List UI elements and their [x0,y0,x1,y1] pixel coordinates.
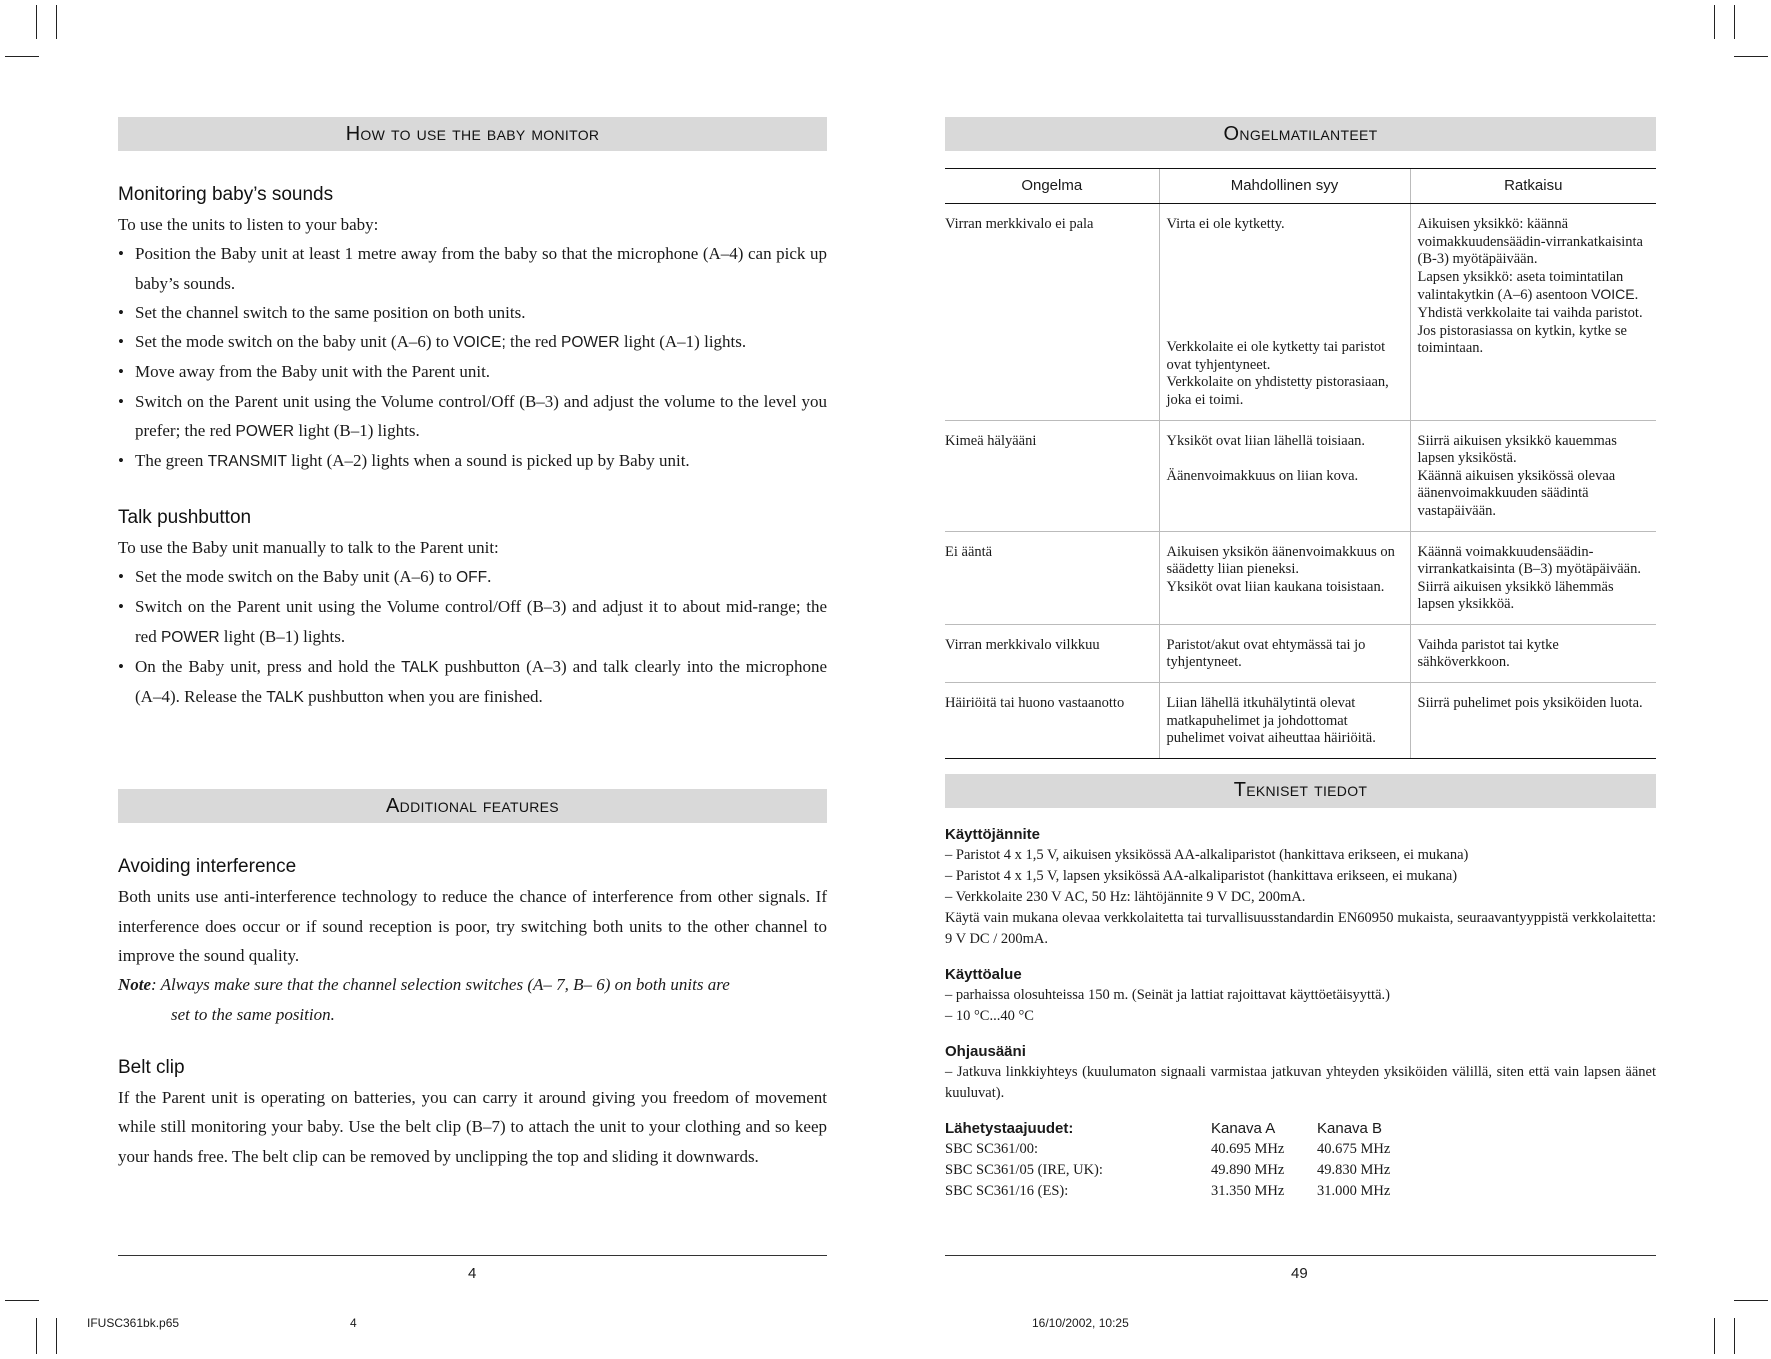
power-label: POWER [235,423,295,441]
freq-b: 31.000 MHz [1317,1182,1391,1199]
crop-mark [1734,56,1768,57]
freq-model: SBC SC361/05 (IRE, UK): [945,1161,1103,1178]
heading-control-tone: Ohjausääni [945,1042,1026,1060]
monitoring-list [118,239,827,476]
cell-solution: Käännä voimakkuudensäädin-virrankatkaisinta (B–3) myötäpäivään. Siirrä aikuisen yksikkö lähemmäs lapsen yksikköä. [1410,531,1656,624]
list-item: • The green TRANSMIT light (A–2) lights when a sound is picked up by Baby unit. [118,446,827,476]
table-row [945,624,1656,682]
spec-line: – Verkkolaite 230 V AC, 50 Hz: lähtöjännite 9 V DC, 200mA. [945,888,1306,905]
section-banner-ongelmatilanteet: Ongelmatilanteet [945,117,1656,151]
cell-solution: Aikuisen yksikkö: käännä voimakkuudensäädin-virrankatkaisinta (B-3) myötäpäivään. Lapsen yksikkö: aseta toimintatilan valintakytkin (A–6) asentoon VOICE. Yhdistä verkkolaite tai vaihda paristot. Jos pistorasiassa on kytkin, kytke se toimintaan. [1410,204,1656,421]
cell-cause: Liian lähellä itkuhälytintä olevat matkapuhelimet ja johdottomat puhelimet voivat aiheuttaa häiriöitä. [1159,683,1410,759]
list-item: • Set the mode switch on the baby unit (A–6) to VOICE; the red POWER light (A–1) lights. [118,327,827,357]
cell-problem: Kimeä hälyääni [945,420,1159,531]
spec-line: – Paristot 4 x 1,5 V, aikuisen yksikössä AA-alkaliparistot (hankittava erikseen, ei mukana) [945,846,1469,863]
left-page [118,117,827,1171]
table-row [945,531,1656,624]
section-banner-additional-features: Additional features [118,789,827,823]
frequency-table [945,1118,1656,1202]
crop-mark [1734,5,1735,39]
freq-b: 40.675 MHz [1317,1140,1391,1157]
heading-monitoring: Monitoring baby’s sounds [118,184,334,205]
power-label: POWER [160,628,220,646]
crop-mark [1734,1318,1735,1354]
heading-frequencies: Lähetystaajuudet: [945,1119,1074,1137]
crop-mark [1734,1300,1768,1301]
crop-mark [36,1318,37,1354]
troubleshooting-table [945,168,1656,759]
column-header: Kanava A [1211,1119,1276,1137]
column-header: Kanava B [1317,1119,1383,1137]
footer-rule [118,1255,827,1256]
slug-file: IFUSC361bk.p65 [87,1316,180,1330]
heading-interference: Avoiding interference [118,856,297,878]
list-item: • Move away from the Baby unit with the Parent unit. [118,357,827,386]
list-item: • Set the mode switch on the Baby unit (A–6) to OFF. [118,562,827,592]
heading-belt-clip: Belt clip [118,1056,185,1078]
talk-label: TALK [401,658,439,676]
column-header: Ongelma [945,169,1159,204]
power-label: POWER [561,334,620,352]
crop-mark [5,56,39,57]
list-item: • Switch on the Parent unit using the Volume control/Off (B–3) and adjust the volume to the level you prefer; the red POWER light (B–1) lights. [118,387,827,447]
page-number-left: 4 [468,1265,477,1282]
table-row [945,420,1656,531]
note-label: Note [118,975,152,995]
cell-problem: Virran merkkivalo vilkkuu [945,624,1159,682]
cell-solution: Vaihda paristot tai kytke sähköverkkoon. [1410,624,1656,682]
crop-mark [56,1318,57,1354]
section-banner-tekniset-tiedot: Tekniset tiedot [945,774,1656,808]
cell-problem: Ei ääntä [945,531,1159,624]
freq-a: 31.350 MHz [1211,1182,1285,1199]
cell-cause: Paristot/akut ovat ehtymässä tai jo tyhjentyneet. [1159,624,1410,682]
spec-line: – parhaissa olosuhteissa 150 m. (Seinät ja lattiat rajoittavat käyttöetäisyyttä.) [945,986,1390,1003]
freq-a: 40.695 MHz [1211,1140,1285,1157]
column-header: Ratkaisu [1410,169,1656,204]
belt-clip-text: If the Parent unit is operating on batteries, you can carry it around giving you freedom of movement while still monitoring your baby. Use the belt clip (B–7) to attach the unit to your clothing and so keep your hands free. The belt clip can be removed by unclipping the top and sliding it downwards. [118,1087,827,1166]
slug-date: 16/10/2002, 10:25 [1032,1316,1129,1330]
slug-page: 4 [350,1316,357,1330]
interference-text: Both units use anti-interference technology to reduce the chance of interference from other signals. If interference does occur or if sound reception is poor, try switching both units to the other channel to improve the sound quality. [118,887,827,966]
crop-mark [1714,5,1715,39]
spec-line: – Jatkuva linkkiyhteys (kuulumaton signaali varmistaa jatkuvan yhteyden yksiköiden välillä, siten että vain lapsen äänet kuuluvat). [945,1063,1656,1101]
crop-mark [36,5,37,39]
table-row [945,683,1656,759]
talk-intro: To use the Baby unit manually to talk to the Parent unit: [118,537,499,557]
monitoring-intro: To use the units to listen to your baby: [118,215,379,234]
note: Note: Always make sure that the channel selection switches (A– 7, B– 6) on both units are set to the same position. [118,975,730,1024]
page-number-right: 49 [1291,1265,1308,1282]
right-page [945,117,1656,1202]
list-item: • Set the channel switch to the same position on both units. [118,298,827,327]
freq-model: SBC SC361/16 (ES): [945,1182,1069,1199]
crop-mark [5,1300,39,1301]
spec-line: – 10 °C...40 °C [945,1007,1034,1024]
list-item: • Switch on the Parent unit using the Volume control/Off (B–3) and adjust it to about mid-range; the red POWER light (B–1) lights. [118,592,827,652]
heading-voltage: Käyttöjännite [945,825,1041,843]
off-label: OFF [456,568,488,586]
cell-solution: Siirrä aikuisen yksikkö kauemmas lapsen yksiköstä. Käännä aikuisen yksikössä olevaa äänenvoimakkuuden säädintä vastapäivään. [1410,420,1656,531]
cell-problem: Häiriöitä tai huono vastaanotto [945,683,1159,759]
transmit-label: TRANSMIT [207,453,287,471]
talk-list [118,562,827,712]
table-row [945,204,1656,421]
cell-cause: Aikuisen yksikön äänenvoimakkuus on säädetty liian pieneksi. Yksiköt ovat liian kaukana toisistaan. [1159,531,1410,624]
crop-mark [1714,1318,1715,1354]
heading-range: Käyttöalue [945,965,1022,983]
crop-mark [56,5,57,39]
cell-solution: Siirrä puhelimet pois yksiköiden luota. [1410,683,1656,759]
talk-label: TALK [266,689,304,707]
spec-line: – Paristot 4 x 1,5 V, lapsen yksikössä AA-alkaliparistot (hankittava erikseen, ei mukana) [945,867,1458,884]
section-banner-how-to-use: How to use the baby monitor [118,117,827,151]
cell-cause: Virta ei ole kytketty. Verkkolaite ei ole kytketty tai paristot ovat tyhjentyneet. Verkkolaite on yhdistetty pistorasiaan, joka ei toimi. [1159,204,1410,421]
list-item: • On the Baby unit, press and hold the TALK pushbutton (A–3) and talk clearly into the microphone (A–4). Release the TALK pushbutton when you are finished. [118,652,827,713]
cell-problem: Virran merkkivalo ei pala [945,204,1159,421]
column-header: Mahdollinen syy [1159,169,1410,204]
heading-talk: Talk pushbutton [118,506,252,528]
list-item: • Position the Baby unit at least 1 metre away from the baby so that the microphone (A–4) can pick up baby’s sounds. [118,239,827,298]
voice-label: VOICE; [453,334,506,352]
cell-cause: Yksiköt ovat liian lähellä toisiaan. Äänenvoimakkuus on liian kova. [1159,420,1410,531]
voice-label: VOICE [1591,286,1635,303]
technical-specs [945,824,1656,1202]
freq-b: 49.830 MHz [1317,1161,1391,1178]
footer-rule [945,1255,1656,1256]
freq-model: SBC SC361/00: [945,1140,1039,1157]
freq-a: 49.890 MHz [1211,1161,1285,1178]
spec-line: Käytä vain mukana olevaa verkkolaitetta tai turvallisuusstandardin EN60950 mukaista, seuraavantyyppistä verkkolaitetta: 9 V DC / 200mA. [945,909,1656,947]
